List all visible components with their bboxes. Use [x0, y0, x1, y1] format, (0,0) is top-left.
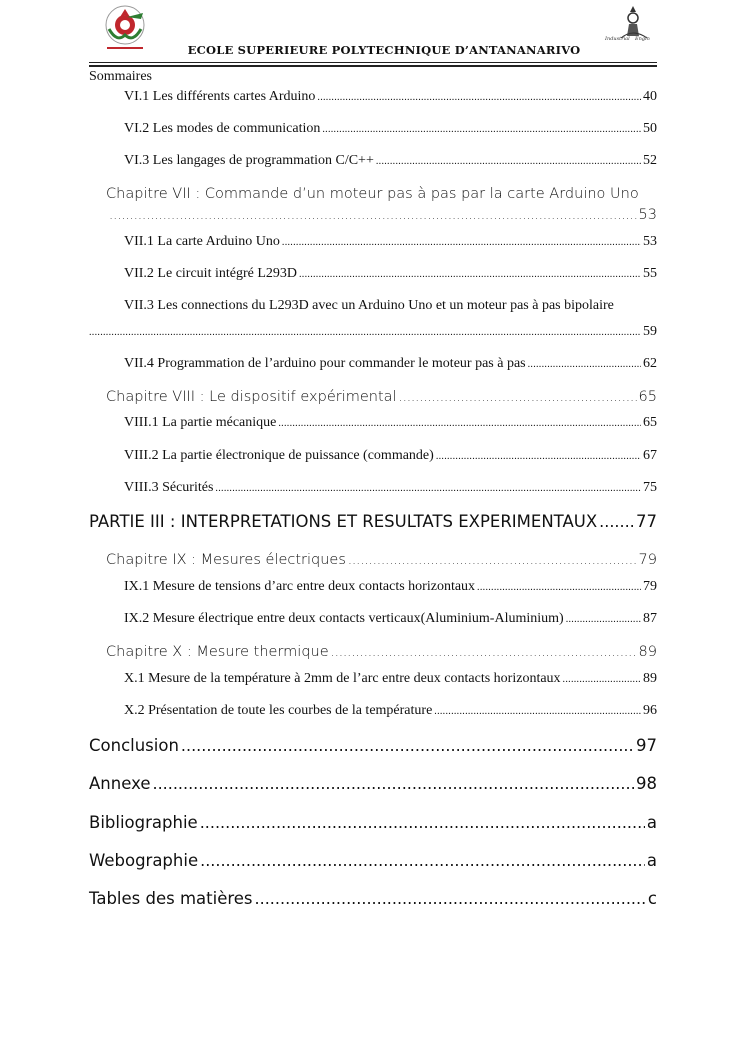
toc-entry-page: 53 [643, 234, 657, 249]
dot-leader [566, 614, 641, 625]
toc-entry-label: IX.2 Mesure électrique entre deux contacts verticaux(Aluminium-Aluminium) [124, 611, 564, 626]
toc-entry-page: 40 [643, 89, 657, 104]
dot-leader [528, 359, 641, 370]
dot-leader [282, 237, 641, 248]
toc-entry-label: VIII.3 Sécurités [124, 480, 214, 495]
dot-leader [599, 512, 634, 531]
dot-leader [376, 156, 641, 167]
dot-leader [109, 208, 637, 223]
dot-leader [200, 813, 645, 832]
toc-entry-page: 79 [638, 552, 657, 568]
toc-entry-label: X.1 Mesure de la température à 2mm de l’arc entre deux contacts horizontaux [124, 671, 561, 686]
toc-entry[interactable] [124, 89, 657, 105]
toc-entry-label: IX.1 Mesure de tensions d’arc entre deux contacts horizontaux [124, 579, 476, 594]
dot-leader [477, 582, 641, 593]
toc-entry[interactable] [124, 480, 657, 496]
toc-entry-label: Annexe [89, 774, 151, 793]
dot-leader [255, 889, 646, 908]
toc-entry[interactable] [89, 813, 657, 832]
svg-text:Industrial: Industrial [605, 36, 630, 42]
toc-entry[interactable] [124, 153, 657, 169]
toc-entry[interactable] [89, 889, 657, 908]
toc-entry[interactable] [89, 851, 657, 870]
toc-entry-page: 55 [643, 266, 657, 281]
school-name: ECOLE SUPERIEURE POLYTECHNIQUE D’ANTANANARIVO [187, 43, 581, 57]
toc-entry-label: Chapitre X : Mesure thermique [106, 644, 329, 660]
toc-entry[interactable] [124, 703, 657, 719]
toc-entry-page: 87 [643, 611, 657, 626]
toc-entry[interactable] [124, 448, 657, 464]
dot-leader [89, 327, 641, 338]
toc-entry-page: 59 [643, 324, 657, 339]
toc-entry-label: Chapitre IX : Mesures électriques [106, 552, 346, 568]
toc-entry-label: VII.1 La carte Arduino Uno [124, 234, 280, 249]
dot-leader [348, 553, 637, 568]
toc-entry-label: VIII.1 La partie mécanique [124, 415, 277, 430]
toc-entry-label: VI.3 Les langages de programmation C/C++ [124, 153, 374, 168]
dot-leader [278, 418, 641, 429]
toc-entry-page: 96 [643, 703, 657, 718]
toc-title: Sommaires [89, 69, 152, 84]
toc-entry[interactable] [106, 644, 657, 660]
toc-entry-page: 52 [643, 153, 657, 168]
toc-entry[interactable] [106, 389, 657, 405]
toc-entry-label: Chapitre VIII : Le dispositif expérimental [106, 389, 397, 405]
industrial-engineering-logo [603, 4, 657, 46]
toc-entry[interactable] [124, 671, 657, 687]
toc-entry[interactable] [124, 356, 657, 372]
toc-entry-page: 77 [636, 512, 657, 531]
toc-entry-label: VII.2 Le circuit intégré L293D [124, 266, 297, 281]
toc-entry[interactable] [89, 736, 657, 755]
dot-leader [181, 736, 634, 755]
toc-entry-page: 65 [638, 389, 657, 405]
dot-leader [152, 774, 634, 793]
toc-entry-page: 65 [643, 415, 657, 430]
toc-entry[interactable] [124, 121, 657, 137]
toc-entry-page: 89 [638, 644, 657, 660]
toc-entry[interactable] [124, 266, 657, 282]
toc-entry[interactable] [89, 324, 657, 340]
toc-entry[interactable] [89, 512, 657, 531]
toc-entry-page: 50 [643, 121, 657, 136]
toc-entry-page: c [647, 889, 657, 908]
page-header [89, 0, 657, 70]
dot-leader [434, 706, 641, 717]
toc-entry-page: 75 [643, 480, 657, 495]
toc-entry[interactable] [89, 774, 657, 793]
toc-entry-page: a [646, 813, 657, 832]
toc-entry[interactable] [124, 579, 657, 595]
toc-entry-page: 53 [638, 207, 657, 223]
toc-entry[interactable] [109, 207, 657, 223]
dot-leader [563, 674, 641, 685]
toc-entry-label: X.2 Présentation de toute les courbes de la température [124, 703, 433, 718]
toc-entry-page: 89 [643, 671, 657, 686]
toc-entry-label: VII.4 Programmation de l’arduino pour commander le moteur pas à pas [124, 356, 526, 371]
toc-entry-label: VIII.2 La partie électronique de puissance (commande) [124, 448, 434, 463]
dot-leader [436, 451, 641, 462]
toc-entry-label: Bibliographie [89, 813, 198, 832]
header-rule-thin [89, 62, 657, 63]
toc-section-label[interactable]: VII.3 Les connections du L293D avec un Arduino Uno et un moteur pas à pas bipolaire [124, 298, 614, 313]
svg-text:Engin: Engin [635, 36, 650, 42]
dot-leader [299, 269, 641, 280]
toc-entry-label: PARTIE III : INTERPRETATIONS ET RESULTATS EXPERIMENTAUX [89, 512, 598, 531]
toc-entry[interactable] [124, 611, 657, 627]
dot-leader [215, 483, 641, 494]
toc-entry-label: Webographie [89, 851, 199, 870]
toc-entry[interactable] [124, 415, 657, 431]
toc-chapter-label[interactable]: Chapitre VII : Commande d’un moteur pas à pas par la carte Arduino Uno [106, 186, 639, 202]
dot-leader [322, 124, 641, 135]
toc-entry-page: 97 [636, 736, 657, 755]
dot-leader [399, 390, 637, 405]
toc-entry-page: 67 [643, 448, 657, 463]
toc-entry-page: a [646, 851, 657, 870]
dot-leader [317, 92, 641, 103]
toc-entry-label: VI.1 Les différents cartes Arduino [124, 89, 316, 104]
toc-entry-label: Conclusion [89, 736, 179, 755]
toc-entry-page: 62 [643, 356, 657, 371]
toc-entry-label: Tables des matières [89, 889, 253, 908]
toc-entry[interactable] [106, 552, 657, 568]
dot-leader [331, 645, 637, 660]
toc-entry-page: 79 [643, 579, 657, 594]
toc-entry[interactable] [124, 234, 657, 250]
dot-leader [200, 851, 645, 870]
header-rule-thick [89, 65, 657, 67]
toc-entry-label: VI.2 Les modes de communication [124, 121, 321, 136]
toc-entry-page: 98 [636, 774, 657, 793]
